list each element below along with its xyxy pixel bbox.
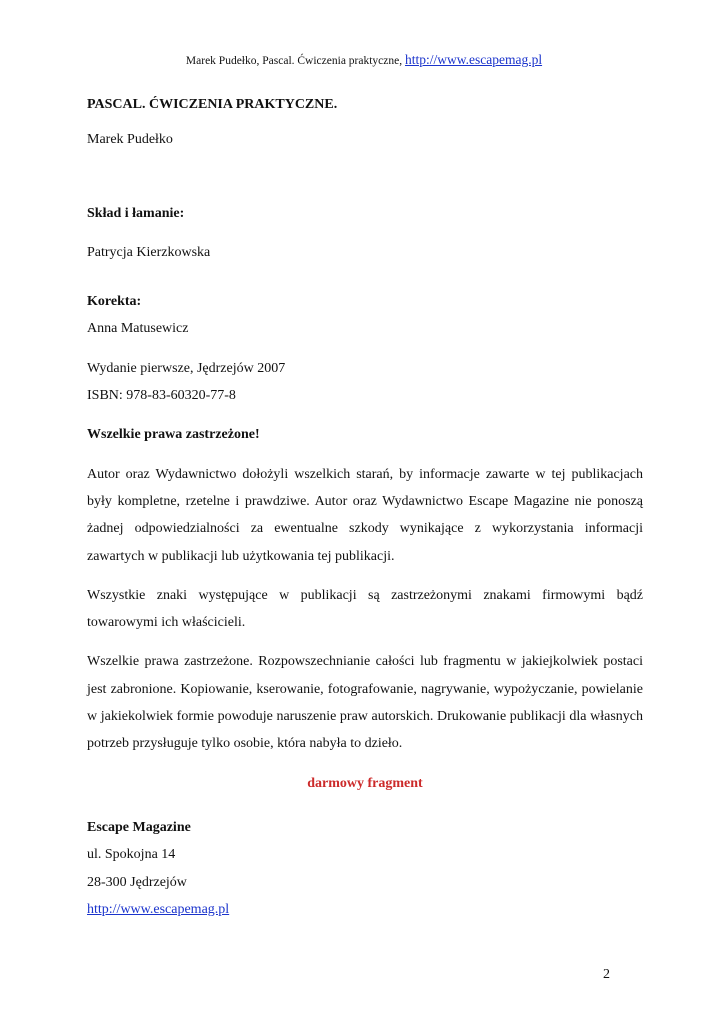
typesetting-name: Patrycja Kierzkowska: [87, 244, 211, 260]
isbn: ISBN: 978-83-60320-77-8: [87, 388, 236, 404]
proofreading-label: Korekta:: [87, 294, 142, 310]
header-link[interactable]: http://www.escapemag.pl: [404, 52, 543, 67]
copyright-paragraph: Wszelkie prawa zastrzeżone. Rozpowszechnianie całości lub fragmentu w jakiejkolwiek postaci jest zabronione. Kopiowanie, kserowanie, fotografowanie, nagrywanie, wypożyczanie, powielanie w jakiekolwiek formie powoduje naruszenie praw autorskich. Drukowanie publikacji dla własnych potrzeb przysługuje tylko osobie, która nabyła to dzieło.: [87, 654, 643, 752]
header-text: Marek Pudełko, Pascal. Ćwiczenia praktyczne,: [185, 55, 403, 67]
book-author: Marek Pudełko: [87, 132, 173, 148]
typesetting-label: Skład i łamanie:: [87, 205, 185, 221]
publisher-name: Escape Magazine: [87, 819, 191, 835]
publisher-street: ul. Spokojna 14: [87, 847, 176, 863]
publisher-city: 28-300 Jędrzejów: [87, 874, 187, 890]
running-header: [0, 52, 728, 68]
proofreading-name: Anna Matusewicz: [87, 321, 189, 337]
publisher-url-link[interactable]: http://www.escapemag.pl: [87, 901, 230, 917]
edition-info: Wydanie pierwsze, Jędrzejów 2007: [87, 360, 286, 376]
trademark-paragraph: Wszystkie znaki występujące w publikacji są zastrzeżonymi znakami firmowymi bądź towarowymi ich właścicieli.: [87, 587, 643, 631]
page-number: 2: [603, 967, 610, 982]
disclaimer-paragraph: Autor oraz Wydawnictwo dołożyli wszelkich starań, by informacje zawarte w tej publikacjach były kompletne, rzetelne i prawdziwe. Autor oraz Wydawnictwo Escape Magazine nie ponoszą żadnej odpowiedzialności za ewentualne szkody wynikające z wykorzystania informacji zawartych w publikacji lub użytkowania tej publikacji.: [87, 466, 643, 564]
free-fragment-label: darmowy fragment: [307, 775, 423, 791]
page-content: [87, 91, 643, 923]
rights-heading: Wszelkie prawa zastrzeżone!: [87, 427, 260, 443]
book-title: PASCAL. ĆWICZENIA PRAKTYCZNE.: [87, 97, 338, 112]
